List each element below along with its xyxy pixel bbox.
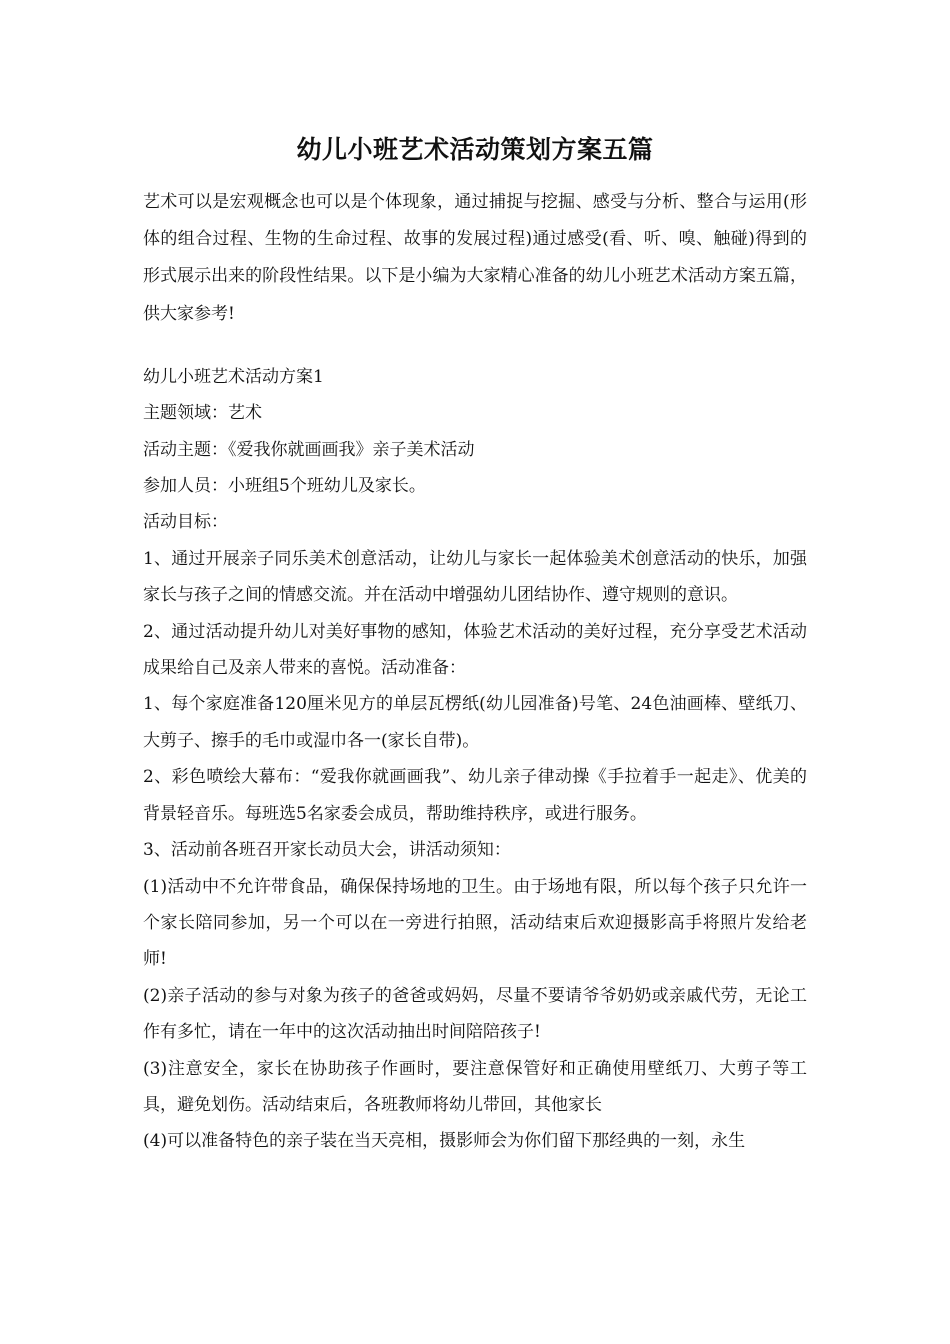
preparation-3-line: 3、活动前各班召开家长动员大会，讲活动须知： bbox=[143, 840, 511, 861]
page-title: 幼儿小班艺术活动策划方案五篇 bbox=[296, 135, 654, 164]
notice-4-paragraph: (4)可以准备特色的亲子装在当天亮相，摄影师会为你们留下那经典的一刻，永生 bbox=[143, 1131, 746, 1152]
notice-2-paragraph: (2)亲子活动的参与对象为孩子的爸爸或妈妈，尽量不要请爷爷奶奶或亲戚代劳，无论工作有多忙，请在一年中的这次活动抽出时间陪陪孩子! bbox=[143, 985, 807, 1043]
participants-line: 参加人员：小班组5个班幼儿及家长。 bbox=[143, 476, 426, 497]
notice-3-paragraph: (3)注意安全，家长在协助孩子作画时，要注意保管好和正确使用壁纸刀、大剪子等工具，避免划伤。活动结束后，各班教师将幼儿带回，其他家长 bbox=[143, 1058, 807, 1115]
objective-1-paragraph: 1、通过开展亲子同乐美术创意活动，让幼儿与家长一起体验美术创意活动的快乐，加强家长与孩子之间的情感交流。并在活动中增强幼儿团结协作、遵守规则的意识。 bbox=[143, 548, 807, 606]
topic-area-line: 主题领域：艺术 bbox=[143, 403, 262, 424]
objectives-heading: 活动目标： bbox=[143, 512, 228, 533]
activity-theme-line: 活动主题：《爱我你就画画我》亲子美术活动 bbox=[143, 439, 475, 460]
document-body bbox=[143, 130, 807, 1160]
objective-2-paragraph: 2、通过活动提升幼儿对美好事物的感知，体验艺术活动的美好过程，充分享受艺术活动成果给自己及亲人带来的喜悦。活动准备： bbox=[143, 621, 807, 679]
notice-1-paragraph: (1)活动中不允许带食品，确保保持场地的卫生。由于场地有限，所以每个孩子只允许一个家长陪同参加，另一个可以在一旁进行拍照，活动结束后欢迎摄影高手将照片发给老师! bbox=[143, 876, 807, 970]
preparation-1-paragraph: 1、每个家庭准备120厘米见方的单层瓦楞纸(幼儿园准备)号笔、24色油画棒、壁纸刀、大剪子、擦手的毛巾或湿巾各一(家长自带)。 bbox=[143, 694, 807, 751]
intro-paragraph: 艺术可以是宏观概念也可以是个体现象，通过捕捉与挖掘、感受与分析、整合与运用(形体的组合过程、生物的生命过程、故事的发展过程)通过感受(看、听、嗅、触碰)得到的形式展示出来的阶段性结果。以下是小编为大家精心准备的幼儿小班艺术活动方案五篇，供大家参考! bbox=[143, 192, 807, 324]
section-heading: 幼儿小班艺术活动方案1 bbox=[143, 366, 324, 387]
preparation-2-paragraph: 2、彩色喷绘大幕布：“爱我你就画画我”、幼儿亲子律动操《手拉着手一起走》、优美的背景轻音乐。每班选5名家委会成员，帮助维持秩序，或进行服务。 bbox=[143, 767, 807, 824]
